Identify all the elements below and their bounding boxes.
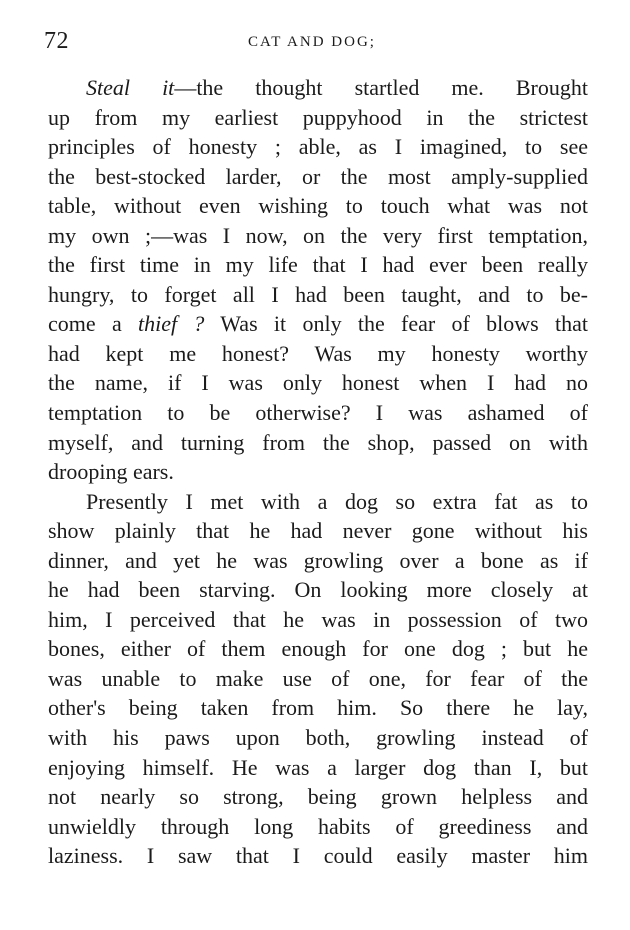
text-run: Presently I met with a dog so extra fat as to bbox=[86, 488, 588, 514]
text-run: was unable to make use of one, for fear of the bbox=[48, 665, 588, 691]
text-run: not nearly so strong, being grown helpless and bbox=[48, 784, 588, 810]
text-line bbox=[48, 812, 588, 842]
text-run: hungry, to forget all I had been taught, and to be- bbox=[48, 281, 588, 307]
text-line bbox=[48, 782, 588, 812]
text-run: Was it only the fear of blows that bbox=[204, 311, 588, 337]
text-line bbox=[48, 487, 588, 517]
text-line bbox=[48, 191, 588, 221]
text-line bbox=[48, 457, 588, 487]
text-run: had kept me honest? Was my honesty worthy bbox=[48, 340, 588, 366]
text-line bbox=[48, 605, 588, 635]
text-line bbox=[48, 841, 588, 871]
text-run: come a bbox=[48, 311, 138, 337]
text-run: bones, either of them enough for one dog ; but he bbox=[48, 636, 588, 662]
text-run: myself, and turning from the shop, passed on with bbox=[48, 429, 588, 455]
italic-text: Steal it bbox=[86, 75, 175, 100]
text-line bbox=[48, 723, 588, 753]
text-line bbox=[48, 664, 588, 694]
text-run: with his paws upon both, growling instead of bbox=[48, 725, 588, 751]
page-header bbox=[44, 28, 588, 58]
text-run: dinner, and yet he was growling over a bone as if bbox=[48, 547, 588, 573]
text-line bbox=[48, 398, 588, 428]
text-line bbox=[48, 103, 588, 133]
text-run: other's being taken from him. So there he lay, bbox=[48, 695, 588, 721]
text-line bbox=[48, 132, 588, 162]
text-line bbox=[48, 280, 588, 310]
text-run: him, I perceived that he was in possession of two bbox=[48, 606, 588, 632]
text-run: up from my earliest puppyhood in the strictest bbox=[48, 104, 588, 130]
text-run: my own ;—was I now, on the very first temptation, bbox=[48, 222, 588, 248]
page-number: 72 bbox=[44, 28, 69, 54]
body-text bbox=[48, 73, 588, 871]
running-head: CAT AND DOG; bbox=[248, 34, 376, 50]
text-line bbox=[48, 753, 588, 783]
text-line bbox=[48, 634, 588, 664]
text-line bbox=[48, 516, 588, 546]
text-line bbox=[48, 73, 588, 103]
text-line bbox=[48, 250, 588, 280]
text-run: show plainly that he had never gone without his bbox=[48, 518, 588, 544]
text-line bbox=[48, 428, 588, 458]
text-run: the first time in my life that I had ever been really bbox=[48, 252, 588, 278]
text-run: the name, if I was only honest when I had no bbox=[48, 370, 588, 396]
text-run: he had been starving. On looking more closely at bbox=[48, 577, 588, 603]
text-line bbox=[48, 546, 588, 576]
text-run: unwieldly through long habits of greediness and bbox=[48, 813, 588, 839]
text-line bbox=[48, 339, 588, 369]
text-run: drooping ears. bbox=[48, 459, 174, 485]
text-run: temptation to be otherwise? I was ashamed of bbox=[48, 400, 588, 426]
text-run: laziness. I saw that I could easily master him bbox=[48, 843, 588, 869]
text-line bbox=[48, 221, 588, 251]
text-line bbox=[48, 368, 588, 398]
text-line bbox=[48, 693, 588, 723]
text-line bbox=[48, 575, 588, 605]
italic-text: thief ? bbox=[138, 311, 205, 337]
text-run: —the thought startled me. Brought bbox=[174, 75, 588, 100]
text-run: table, without even wishing to touch what was not bbox=[48, 193, 588, 219]
text-run: enjoying himself. He was a larger dog than I, but bbox=[48, 754, 588, 780]
text-run: principles of honesty ; able, as I imagined, to see bbox=[48, 134, 588, 160]
text-run: the best-stocked larder, or the most amply-supplied bbox=[48, 163, 588, 189]
text-line bbox=[48, 162, 588, 192]
text-line bbox=[48, 309, 588, 339]
